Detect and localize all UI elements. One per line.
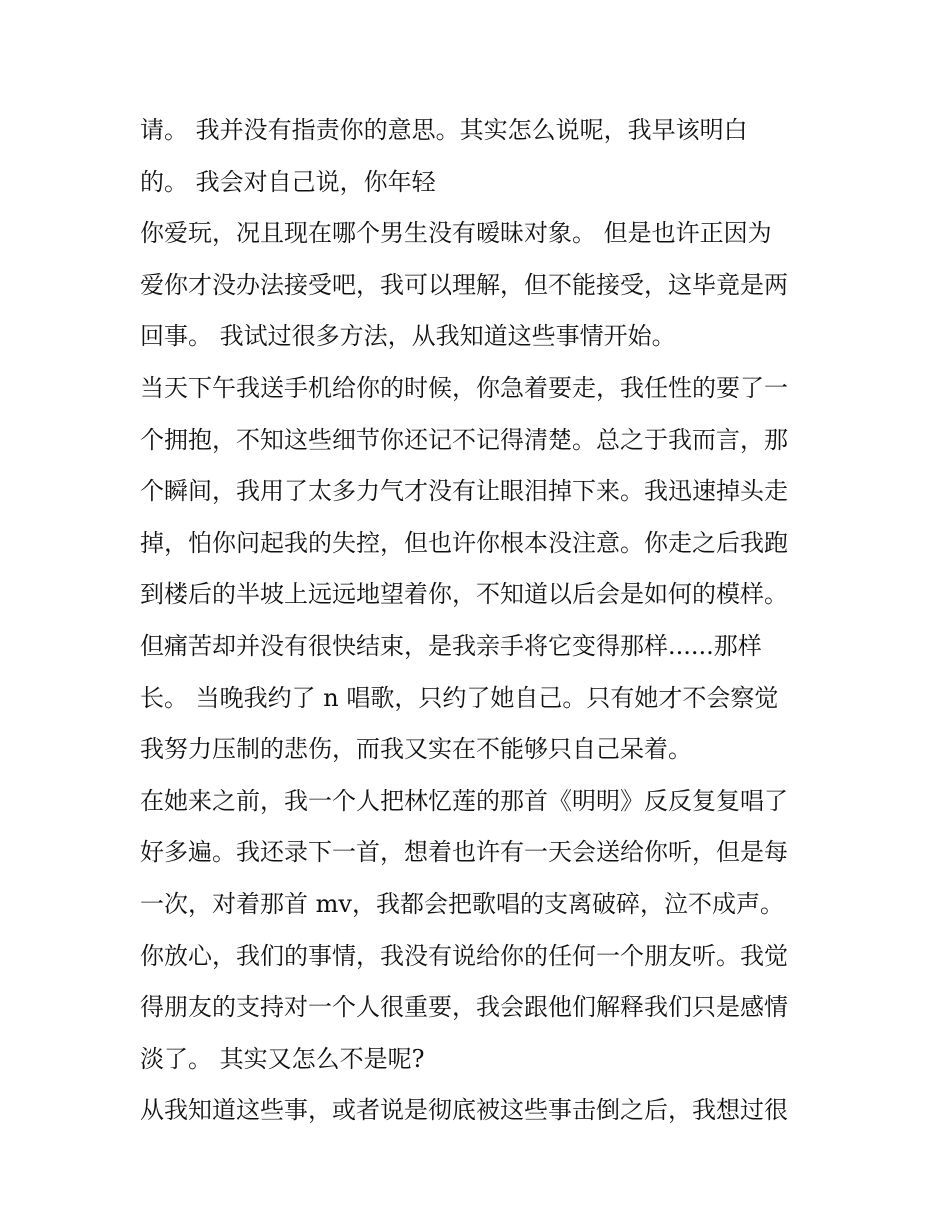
text-line: 的。 我会对自己说，你年轻	[140, 167, 436, 196]
text-line: 到楼后的半坡上远远地望着你，不知道以后会是如何的模样。	[140, 580, 788, 609]
text-line: 你爱玩，况且现在哪个男生没有暧昧对象。 但是也许正因为	[140, 219, 772, 248]
text-line: 当天下午我送手机给你的时候，你急着要走，我任性的要了一	[140, 373, 788, 402]
text-line: 长。 当晚我约了 n 唱歌，只约了她自己。只有她才不会察觉	[140, 683, 779, 712]
text-line: 个瞬间，我用了太多力气才没有让眼泪掉下来。我迅速掉头走	[140, 477, 788, 506]
text-line: 个拥抱，不知这些细节你还记不记得清楚。总之于我而言，那	[140, 425, 788, 454]
text-line: 淡了。 其实又怎么不是呢?	[140, 1044, 425, 1073]
text-line: 好多遍。我还录下一首，想着也许有一天会送给你听，但是每	[140, 838, 788, 867]
text-line: 我努力压制的悲伤，而我又实在不能够只自己呆着。	[140, 735, 692, 764]
text-line: 得朋友的支持对一个人很重要，我会跟他们解释我们只是感情	[140, 993, 788, 1022]
text-line: 但痛苦却并没有很快结束，是我亲手将它变得那样......那样	[140, 631, 762, 660]
text-line: 一次，对着那首 mv，我都会把歌唱的支离破碎，泣不成声。	[140, 889, 784, 918]
text-line: 掉，怕你问起我的失控，但也许你根本没注意。你走之后我跑	[140, 528, 788, 557]
body-text	[140, 105, 820, 1137]
text-line: 在她来之前，我一个人把林忆莲的那首《明明》反反复复唱了	[140, 786, 788, 815]
text-line: 从我知道这些事，或者说是彻底被这些事击倒之后，我想过很	[140, 1096, 788, 1125]
text-line: 爱你才没办法接受吧，我可以理解，但不能接受，这毕竟是两	[140, 270, 788, 299]
text-line: 你放心，我们的事情，我没有说给你的任何一个朋友听。我觉	[140, 941, 788, 970]
text-line: 回事。 我试过很多方法，从我知道这些事情开始。	[140, 322, 676, 351]
text-line: 请。 我并没有指责你的意思。其实怎么说呢，我早该明白	[140, 116, 748, 144]
